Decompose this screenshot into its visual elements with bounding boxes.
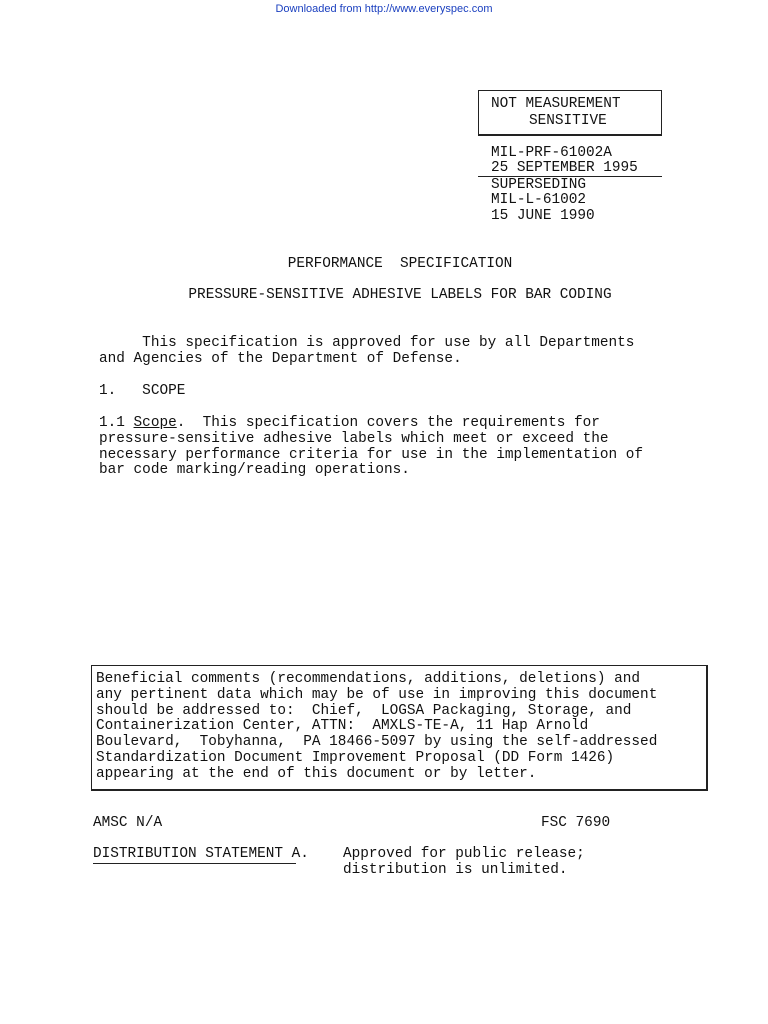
scope-paragraph-text: . This specification covers the requirements for pressure-sensitive adhesive labels which meet or exceed the necessary performance criteria for use in the implementation of bar code marking/reading operations. [99, 415, 644, 479]
scope-paragraph [99, 416, 643, 479]
document-date: 25 SEPTEMBER 1995 [491, 160, 638, 176]
comments-text: Beneficial comments (recommendations, additions, deletions) and any pertinent data which may be of use in improving this document should be addressed to: Chief, LOGSA Packaging, Storage, and Containerization Center, ATTN: AMXLS-TE-A, 11 Hap Arnold Boulevard, Tobyhanna, PA 18466-5097 by using the self-addressed Standardization Document Improvement Proposal (DD Form 1426) appearing at the end of this document or by letter. [96, 671, 658, 782]
distribution-label-underline [93, 863, 296, 864]
superseded-document-number: MIL-L-61002 [491, 192, 586, 208]
document-number: MIL-PRF-61002A [491, 145, 612, 161]
download-source-link[interactable]: Downloaded from http://www.everyspec.com [275, 3, 493, 15]
scope-paragraph-label: Scope [133, 415, 177, 431]
approval-statement: This specification is approved for use by all Departments and Agencies of the Department of Defense. [99, 335, 635, 367]
specification-type: PERFORMANCE SPECIFICATION [287, 256, 513, 272]
scope-paragraph-number: 1.1 [99, 415, 134, 431]
sensitivity-box [478, 90, 662, 136]
superseded-document-date: 15 JUNE 1990 [491, 208, 595, 224]
sensitivity-line-2: SENSITIVE [529, 113, 607, 129]
superseding-label: SUPERSEDING [491, 177, 586, 193]
section-heading-scope: 1. SCOPE [99, 383, 186, 399]
specification-title: PRESSURE-SENSITIVE ADHESIVE LABELS FOR BAR CODING [188, 287, 612, 303]
distribution-statement-text: Approved for public release; distribution is unlimited. [343, 846, 585, 878]
comments-box [91, 665, 708, 791]
fsc-code: FSC 7690 [541, 815, 611, 831]
sensitivity-line-1: NOT MEASUREMENT [491, 96, 621, 112]
amsc-code: AMSC N/A [93, 815, 163, 831]
distribution-statement-label: DISTRIBUTION STATEMENT A. [93, 846, 309, 862]
